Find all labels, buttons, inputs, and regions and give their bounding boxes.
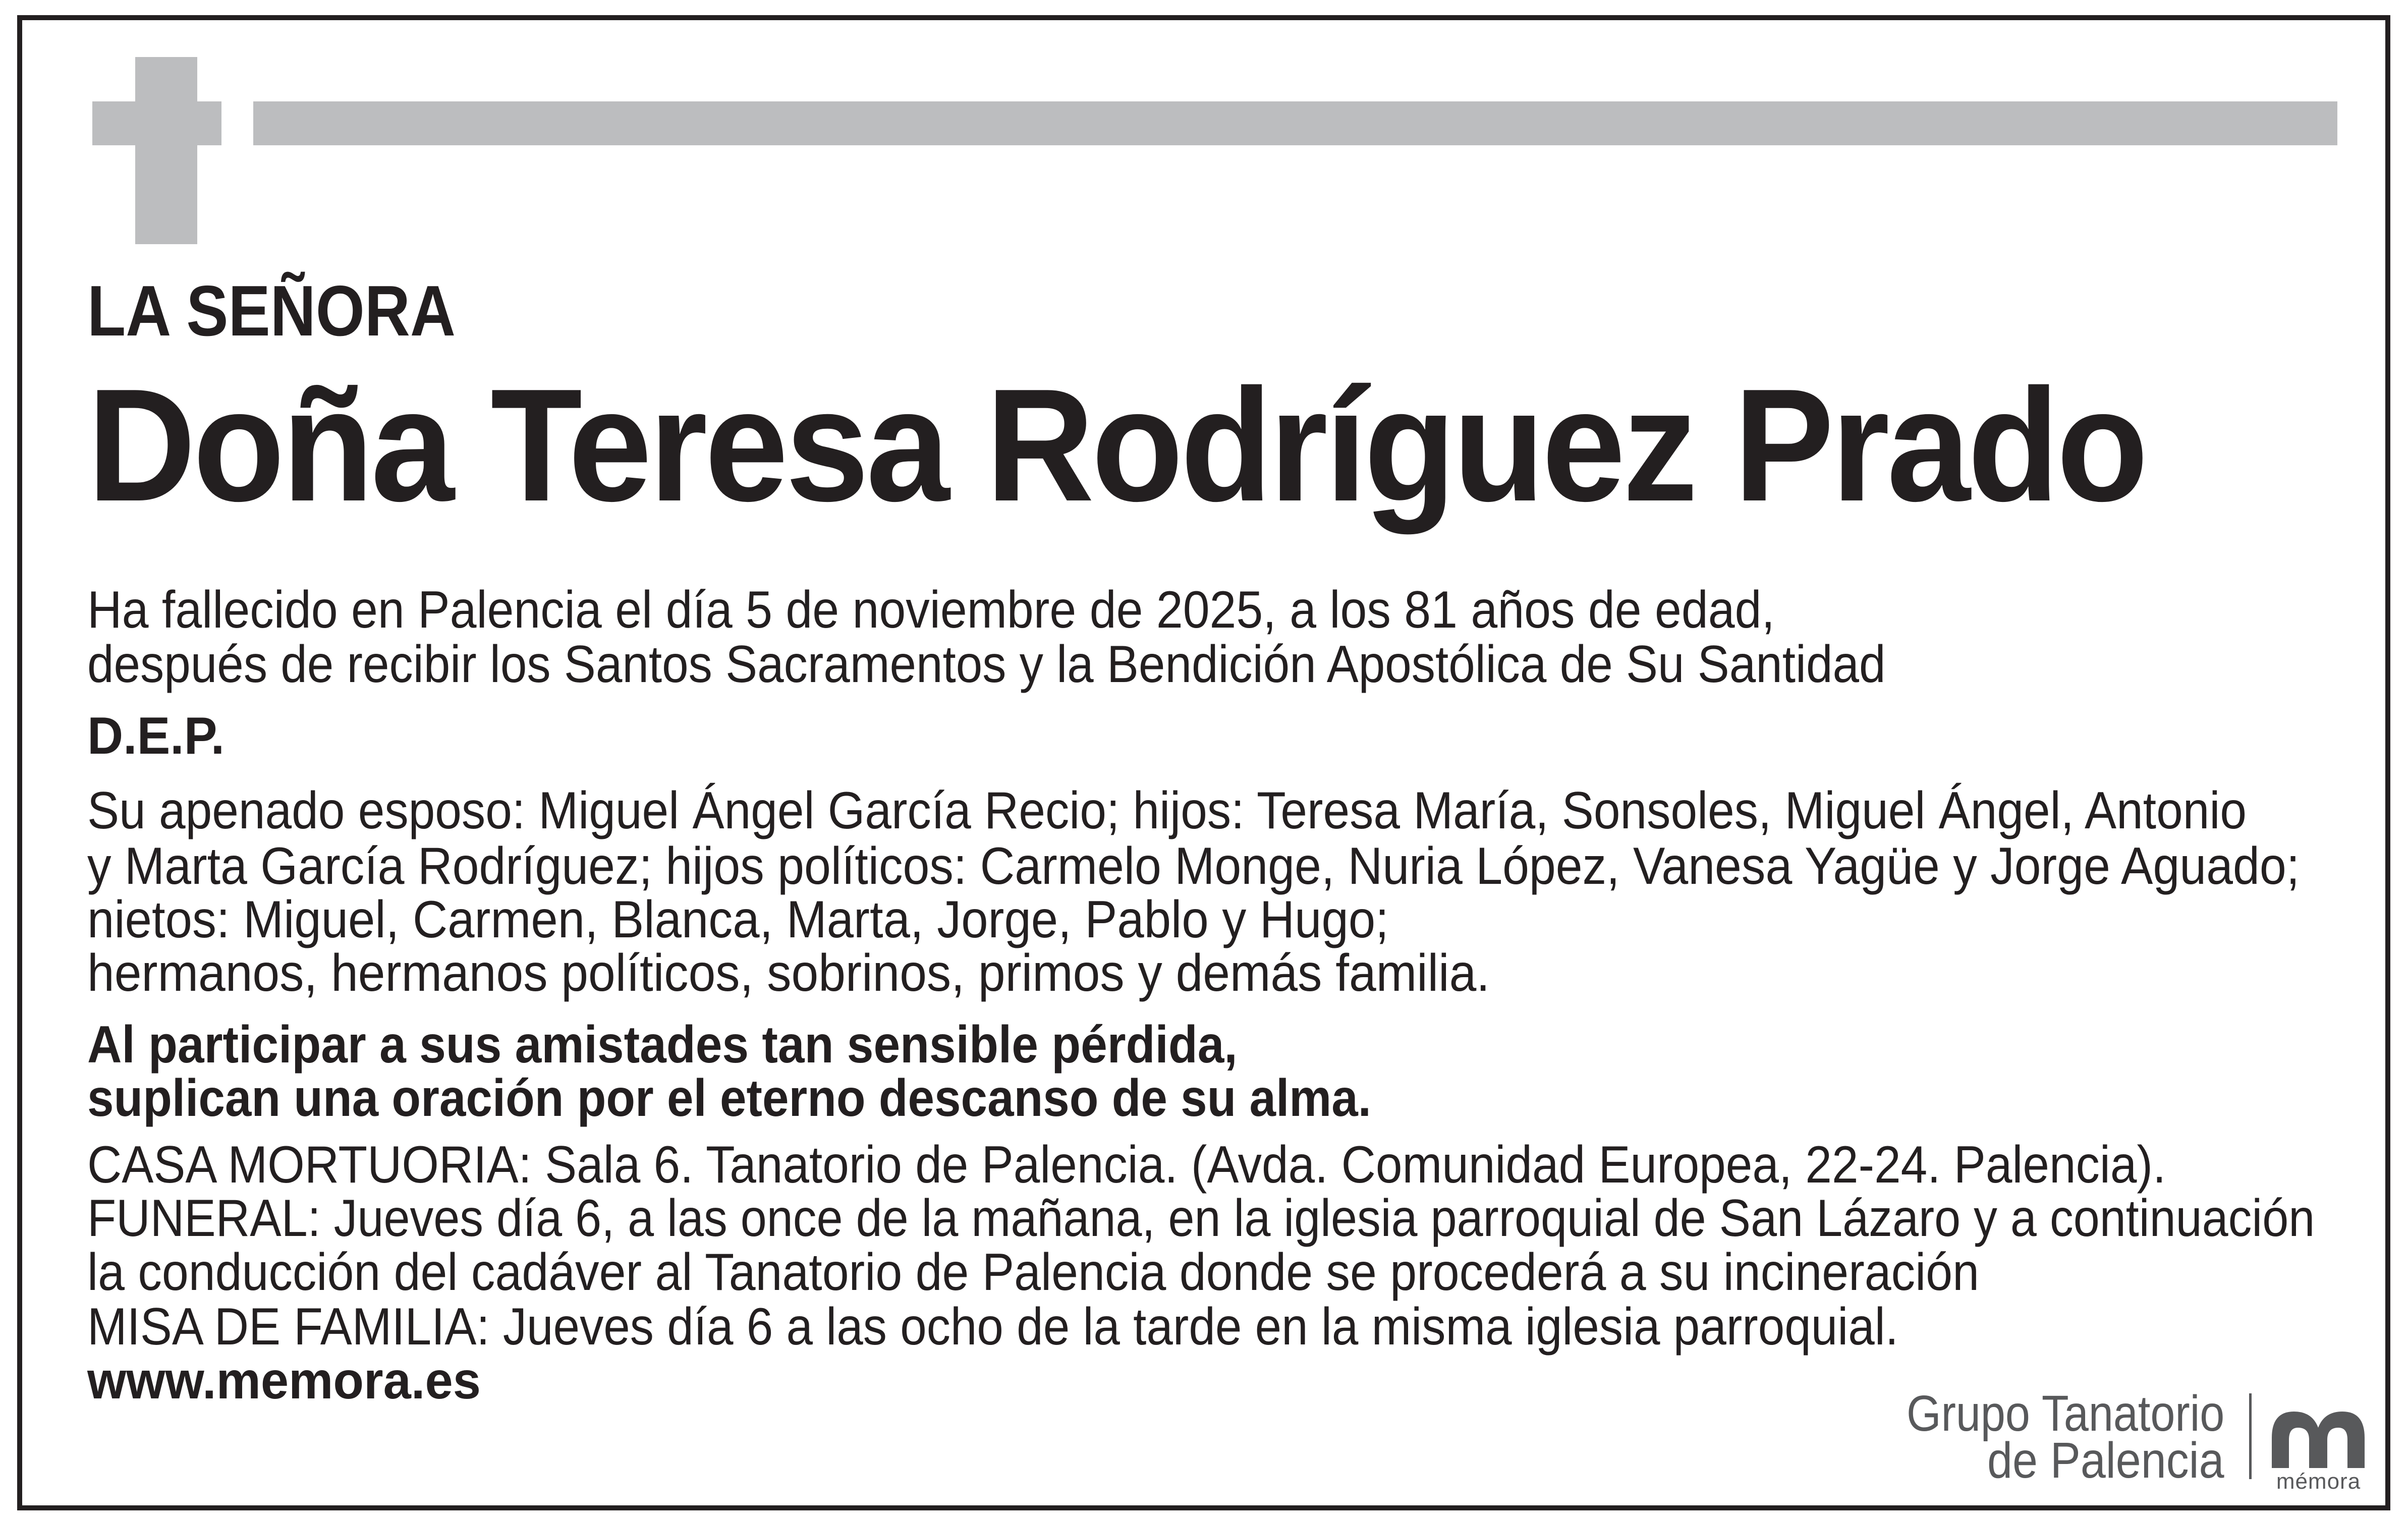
prayer-line: Al participar a sus amistades tan sensible pérdida, xyxy=(87,1016,1238,1074)
service-line-funeral-cont: la conducción del cadáver al Tanatorio de Palencia donde se procederá a su incineración xyxy=(87,1243,1980,1302)
deceased-name: Doña Teresa Rodríguez Prado xyxy=(87,356,2146,535)
memora-m-logo-icon xyxy=(2268,1407,2369,1468)
title-label: LA SEÑORA xyxy=(87,271,456,351)
company-name-line2: de Palencia xyxy=(1987,1432,2224,1489)
service-line-mortuary: CASA MORTUORIA: Sala 6. Tanatorio de Palencia. (Avda. Comunidad Europea, 22-24. Palencia). xyxy=(87,1136,2166,1194)
death-line: después de recibir los Santos Sacramentos y la Bendición Apostólica de Su Santidad xyxy=(87,635,1886,694)
logo-divider xyxy=(2249,1393,2252,1479)
family-line: nietos: Miguel, Carmen, Blanca, Marta, Jorge, Pablo y Hugo; xyxy=(87,890,1389,949)
dep-label: D.E.P. xyxy=(87,707,225,765)
death-line: Ha fallecido en Palencia el día 5 de noviembre de 2025, a los 81 años de edad, xyxy=(87,581,1775,639)
header-rule xyxy=(253,101,2337,145)
prayer-line: suplican una oración por el eterno descanso de su alma. xyxy=(87,1069,1372,1128)
company-name-line1: Grupo Tanatorio xyxy=(1906,1385,2224,1442)
service-line-funeral: FUNERAL: Jueves día 6, a las once de la mañana, en la iglesia parroquial de San Lázaro y a continuación xyxy=(87,1189,2315,1248)
brand-wordmark: mémora xyxy=(2276,1469,2361,1494)
family-line: Su apenado esposo: Miguel Ángel García Recio; hijos: Teresa María, Sonsoles, Miguel Ángel, Antonio xyxy=(87,781,2247,840)
service-line-family-mass: MISA DE FAMILIA: Jueves día 6 a las ocho de la tarde en la misma iglesia parroquial. xyxy=(87,1298,1898,1356)
family-line: y Marta García Rodríguez; hijos políticos: Carmelo Monge, Nuria López, Vanesa Yagüe y Jorge Aguado; xyxy=(87,837,2300,895)
family-line: hermanos, hermanos políticos, sobrinos, primos y demás familia. xyxy=(87,944,1490,1002)
website-link[interactable]: www.memora.es xyxy=(87,1351,481,1410)
